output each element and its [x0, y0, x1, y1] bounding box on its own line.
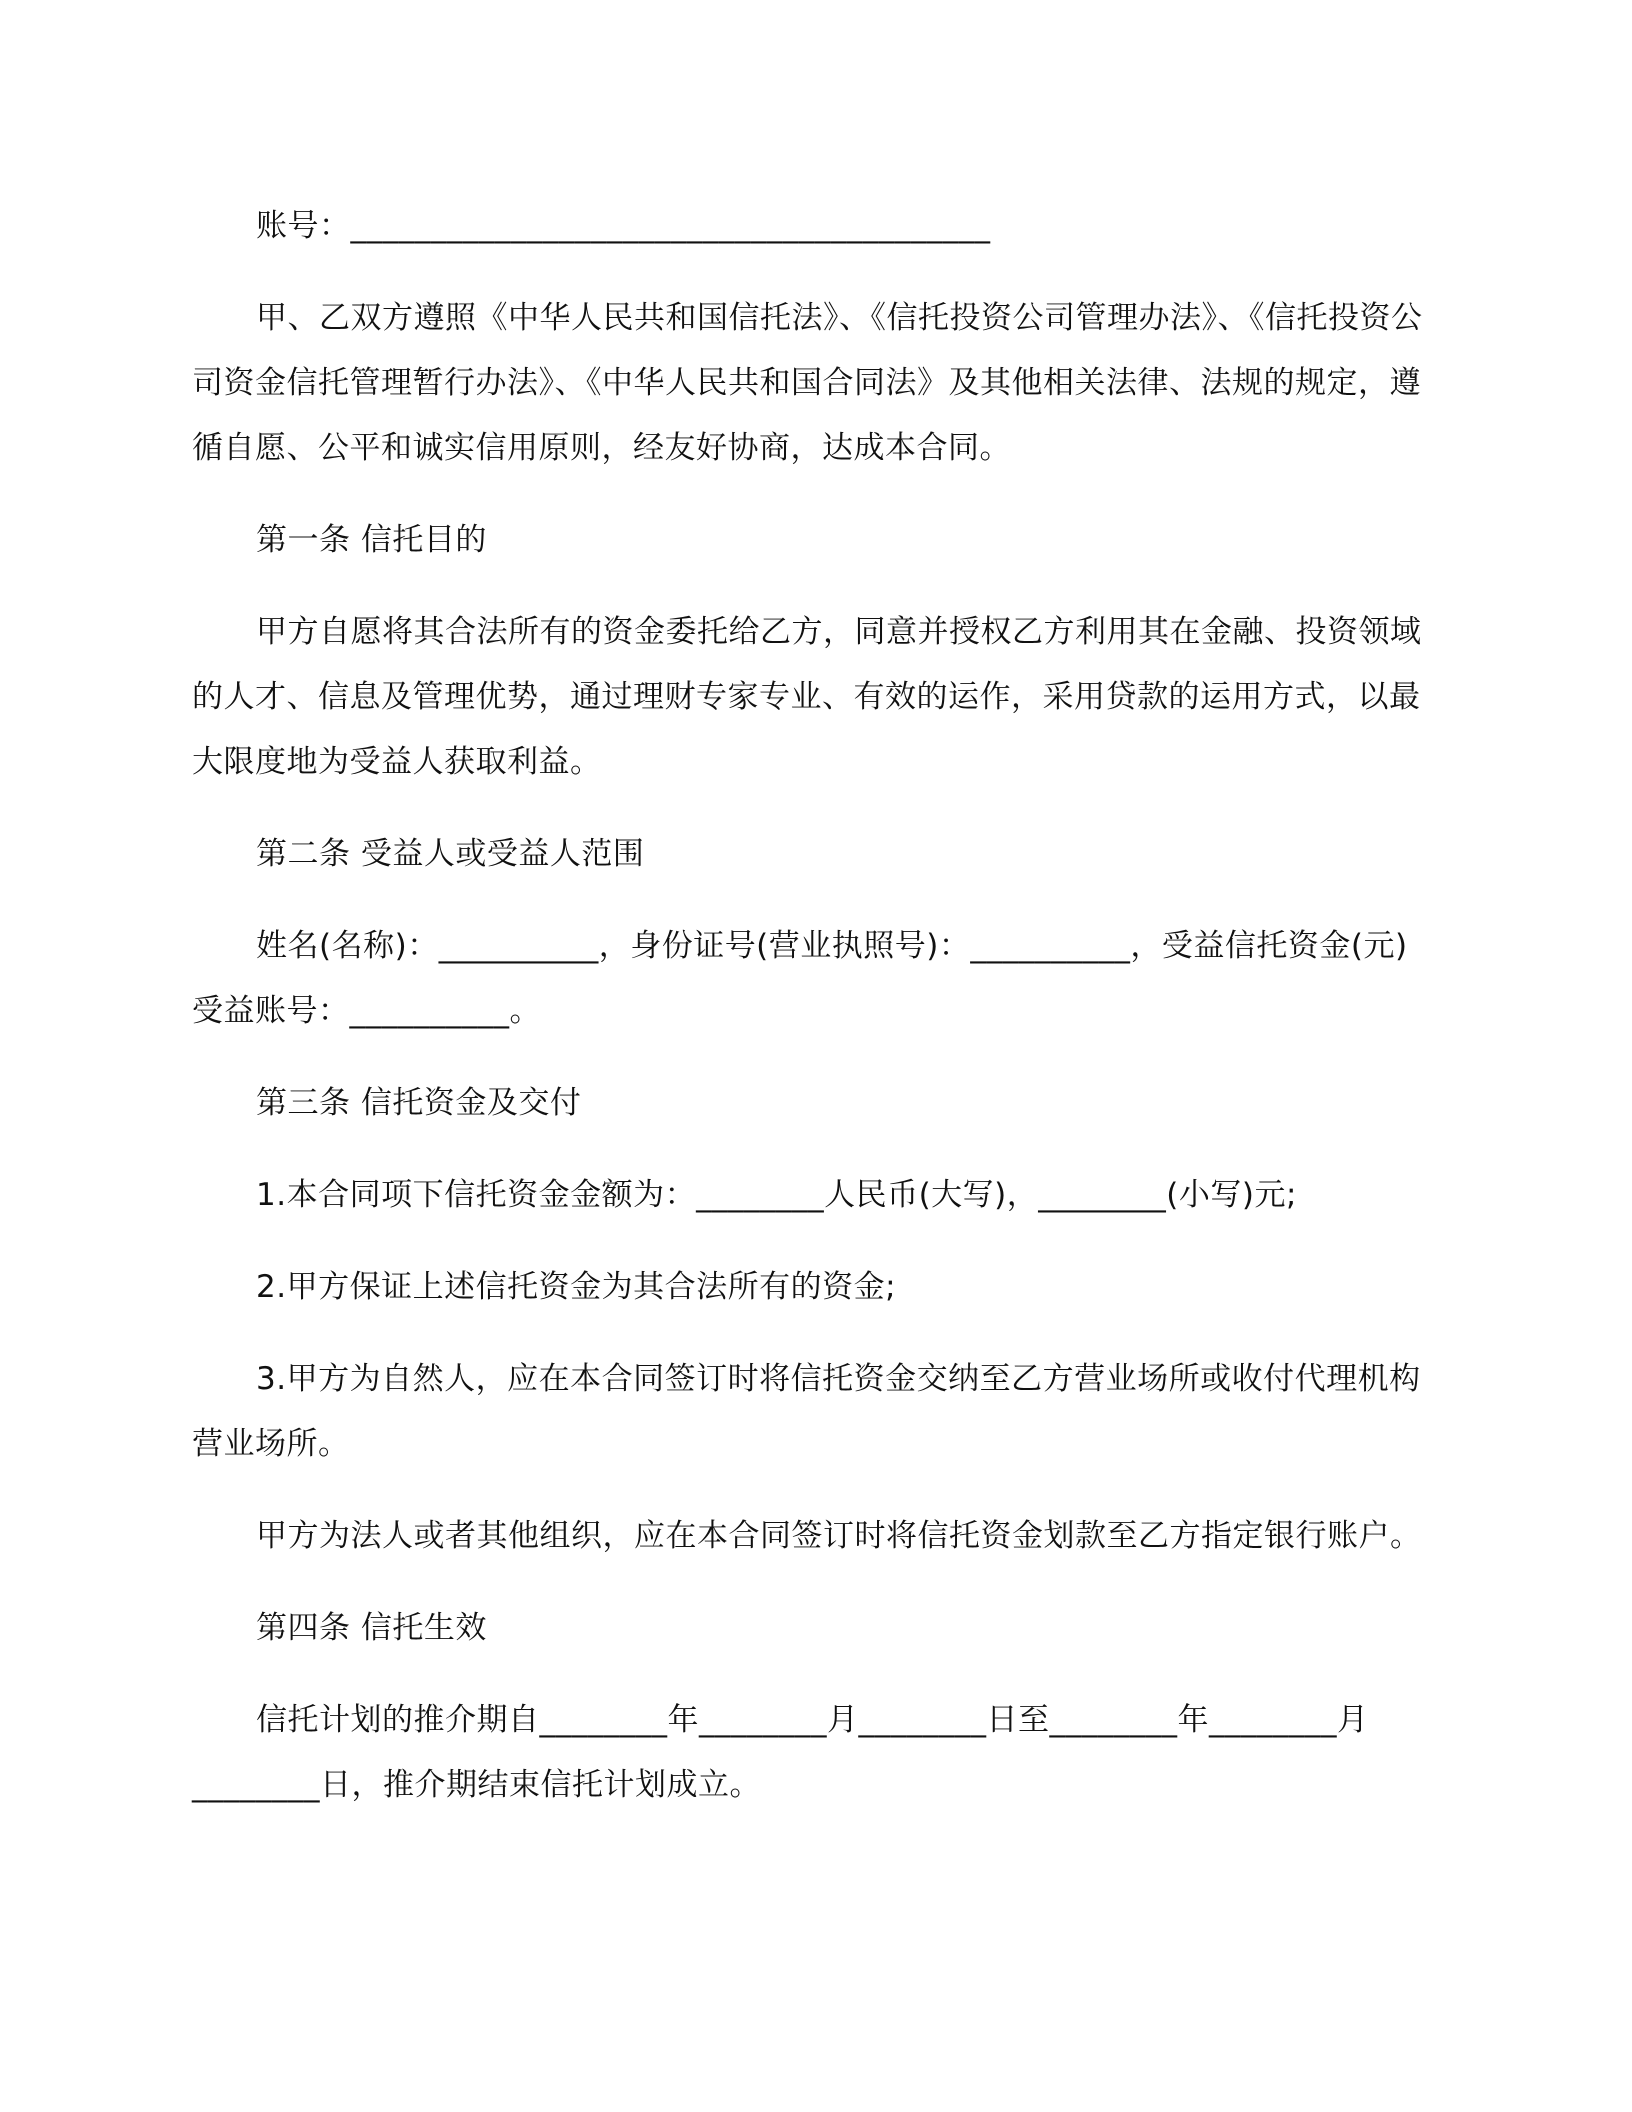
article-4-body: 信托计划的推介期自________年________月________日至________年________月________日，推介期结束信托计划成立。 — [192, 1702, 1369, 1803]
article-3-item-3-continued: 甲方为法人或者其他组织，应在本合同签订时将信托资金划款至乙方指定银行账户。 — [256, 1518, 1422, 1554]
article-2-body: 姓名(名称)：__________，身份证号(营业执照号)：__________，受益信托资金(元)受益账号：__________。 — [192, 928, 1408, 1029]
article-2-title: 第二条 受益人或受益人范围 — [256, 836, 645, 872]
article-1-title: 第一条 信托目的 — [256, 522, 487, 558]
article-3-item-2: 2.甲方保证上述信托资金为其合法所有的资金; — [256, 1269, 897, 1305]
document-body — [192, 194, 1432, 1818]
article-4-title: 第四条 信托生效 — [256, 1610, 487, 1646]
article-3-title: 第三条 信托资金及交付 — [256, 1085, 582, 1121]
account-line: 账号：________________________________________ — [256, 208, 991, 244]
preamble-paragraph: 甲、乙双方遵照《中华人民共和国信托法》、《信托投资公司管理办法》、《信托投资公司资金信托管理暂行办法》、《中华人民共和国合同法》及其他相关法律、法规的规定，遵循自愿、公平和诚实信用原则，经友好协商，达成本合同。 — [192, 300, 1423, 466]
article-3-item-1: 1.本合同项下信托资金金额为：________人民币(大写)，________(小写)元; — [256, 1177, 1297, 1213]
article-1-body: 甲方自愿将其合法所有的资金委托给乙方，同意并授权乙方利用其在金融、投资领域的人才、信息及管理优势，通过理财专家专业、有效的运作，采用贷款的运用方式，以最大限度地为受益人获取利益。 — [192, 614, 1422, 780]
article-3-item-3: 3.甲方为自然人，应在本合同签订时将信托资金交纳至乙方营业场所或收付代理机构营业场所。 — [192, 1361, 1421, 1462]
